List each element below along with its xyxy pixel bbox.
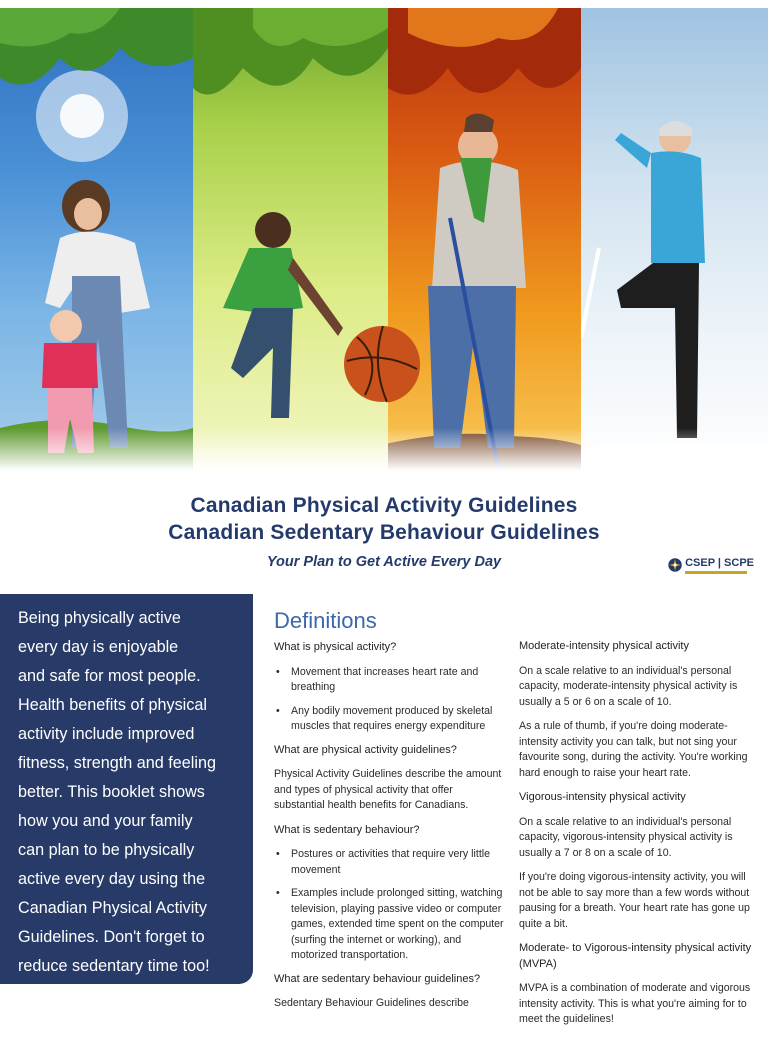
moderate-paragraph: On a scale relative to an individual's personal capacity, moderate-intensity physical activity is usually a 5 or 6 on a scale of 10. xyxy=(519,664,738,708)
title-line-2: Canadian Sedentary Behaviour Guidelines xyxy=(168,521,600,544)
bullet-item: • Movement that increases heart rate and breathing xyxy=(274,665,504,696)
intro-line: and safe for most people. xyxy=(18,667,201,685)
definitions-column-2 xyxy=(519,639,755,1037)
csep-emblem-icon xyxy=(668,554,682,576)
fall-panel xyxy=(388,8,581,478)
definitions-heading: Definitions xyxy=(274,608,377,633)
intro-line: better. This booklet shows xyxy=(18,783,205,801)
hero-photo xyxy=(0,8,768,478)
csep-logo xyxy=(668,553,754,577)
question-physical-activity: What is physical activity? xyxy=(274,641,397,653)
mvpa-paragraph: MVPA is a combination of moderate and vigorous intensity activity. This is what you're aiming for to meet the guidelines! xyxy=(519,982,751,1025)
mvpa-heading: Moderate- to Vigorous-intensity physical activity (MVPA) xyxy=(519,942,752,970)
summer-scene xyxy=(193,8,388,478)
question-activity-guidelines: What are physical activity guidelines? xyxy=(274,743,457,756)
intro-line: activity include improved xyxy=(18,725,195,743)
intro-line: every day is enjoyable xyxy=(18,638,179,656)
basketball-icon xyxy=(343,321,421,407)
title-line-1: Canadian Physical Activity Guidelines xyxy=(190,494,578,517)
answer-activity-guidelines: Physical Activity Guidelines describe the amount and types of physical activity that offer substantial health benefits for Canadians. xyxy=(274,768,502,811)
question-sedentary-guidelines: What are sedentary behaviour guidelines? xyxy=(274,972,481,985)
question-sedentary-behaviour: What is sedentary behaviour? xyxy=(274,823,420,836)
definitions-column-1 xyxy=(274,640,504,1012)
vigorous-heading: Vigorous-intensity physical activity xyxy=(519,791,686,803)
winter-scene xyxy=(581,8,768,478)
bullet-item: • Postures or activities that require very little movement xyxy=(274,847,504,878)
spring-panel xyxy=(0,8,193,478)
winter-panel xyxy=(581,8,768,478)
logo-bar xyxy=(685,571,747,574)
bullet-item: • Examples include prolonged sitting, watching television, playing passive video or computer games, extended time spent on the computer (surfing the internet or working), and motorized transportation. xyxy=(274,886,504,964)
hero-fade xyxy=(0,428,768,478)
moderate-paragraph: As a rule of thumb, if you're doing moderate-intensity activity you can talk, but not sing your favourite song, during the activity. You're working hard enough to raise your heart rate. xyxy=(519,720,748,779)
intro-line: reduce sedentary time too! xyxy=(18,957,210,975)
moderate-heading: Moderate-intensity physical activity xyxy=(519,640,689,652)
vigorous-paragraph: If you're doing vigorous-intensity activity, you will not be able to say more than a few words without pausing for a breath. Your heart rate has gone up quite a bit. xyxy=(519,871,750,930)
subtitle: Your Plan to Get Active Every Day xyxy=(266,554,502,570)
intro-line: can plan to be physically xyxy=(18,841,195,859)
answer-sedentary-guidelines: Sedentary Behaviour Guidelines describe xyxy=(274,997,469,1009)
intro-line: Canadian Physical Activity xyxy=(18,899,207,917)
bullet-item: • Any bodily movement produced by skeletal muscles that requires energy expenditure xyxy=(274,704,504,735)
logo-text: CSEP | SCPE xyxy=(685,556,754,569)
intro-line: how you and your family xyxy=(18,812,193,830)
fall-scene xyxy=(388,8,581,478)
vigorous-paragraph: On a scale relative to an individual's personal capacity, vigorous-intensity physical activity is usually a 7 or 8 on a scale of 10. xyxy=(519,815,733,859)
intro-line: Health benefits of physical xyxy=(18,696,207,714)
intro-text xyxy=(18,604,250,981)
summer-panel xyxy=(193,8,388,478)
spring-scene xyxy=(0,8,193,478)
intro-line: fitness, strength and feeling xyxy=(18,754,216,772)
intro-line: Being physically active xyxy=(18,609,181,627)
intro-line: active every day using the xyxy=(18,870,206,888)
title-block xyxy=(0,492,768,570)
intro-line: Guidelines. Don't forget to xyxy=(18,928,205,946)
